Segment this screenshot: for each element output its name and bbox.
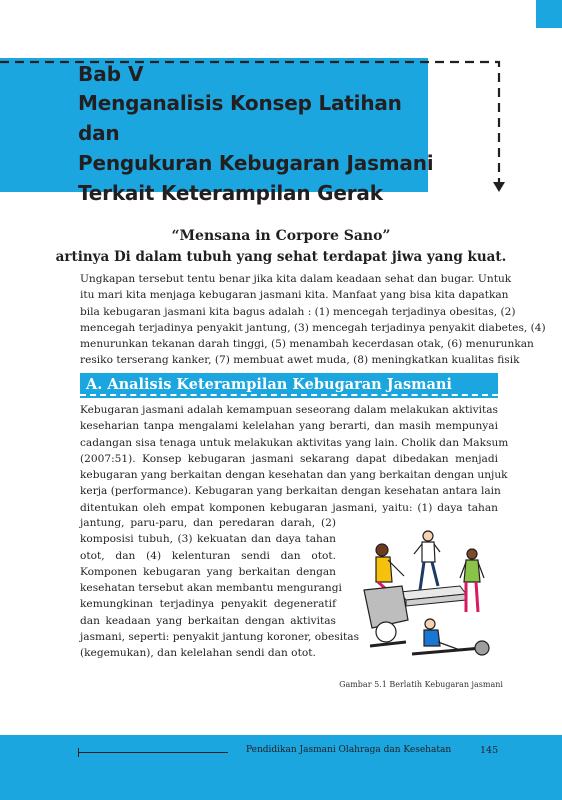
paragraph-line: Ungkapan tersebut tentu benar jika kita dalam keadaan sehat dan bugar. Untuk [80,273,512,285]
paragraph-line: kesehatan tersebut akan membantu mengurangi [80,582,342,595]
paragraph-line: (2007:51). Konsep kebugaran jasmani sekarang dapat dibedakan menjadi [80,452,498,465]
woman-cycling-icon [364,544,408,646]
paragraph-line: dan keadaan yang berkaitan dengan aktivitas [80,614,336,627]
paragraph-line: otot, dan (4) kelenturan sendi dan otot. [80,549,336,562]
footer-book-title: Pendidikan Jasmani Olahraga dan Kesehatan [246,745,452,755]
chapter-label: Bab V [78,62,144,86]
quote-subtitle: artinya Di dalam tubuh yang sehat terdapat jiwa yang kuat. [55,249,507,265]
paragraph-line: menurunkan tekanan darah tinggi, (5) menambah kecerdasan otak, (6) menurunkan [80,338,534,351]
paragraph-line: Kebugaran jasmani adalah kemampuan seseorang dalam melakukan aktivitas [80,404,498,416]
paragraph-line: Komponen kebugaran yang berkaitan dengan [80,565,336,578]
paragraph-line: jasmani, seperti: penyakit jantung koroner, obesitas [80,631,360,644]
chapter-title [78,88,438,208]
section-dashed-divider [80,394,498,396]
man-stepping-icon [414,531,440,590]
footer-rule [78,752,228,753]
paragraph-line: itu mari kita menjaga kebugaran jasmani kita. Manfaat yang bisa kita dapatkan [80,289,509,302]
quote-title: “Mensana in Corpore Sano” [171,228,391,244]
paragraph-line: kerja (performance). Kebugaran yang berkaitan dengan kesehatan antara lain [80,485,501,498]
step-platform-icon [400,586,466,606]
fitness-illustration [342,520,498,670]
paragraph-line: komposisi tubuh, (3) kekuatan dan daya tahan [80,533,336,546]
chapter-title-line: Terkait Keterampilan Gerak [78,181,383,205]
chapter-title-line: Pengukuran Kebugaran Jasmani [78,151,434,175]
paragraph-line: keseharian tanpa mengalami kelelahan yang berarti, dan masih mempunyai [80,420,498,433]
paragraph-line: resiko terserang kanker, (7) membuat awet muda, (8) meningkatkan kualitas fisik [80,354,520,367]
paragraph-line: jantung, paru-paru, dan peredaran darah, (2) [80,517,336,529]
corner-accent [536,0,562,28]
paragraph-line: ditentukan oleh empat komponen kebugaran jasmani, yaitu: (1) daya tahan [80,501,498,514]
intro-paragraph [80,271,546,369]
paragraph-line: bila kebugaran jasmani kita bagus adalah : (1) mencegah terjadinya obesitas, (2) [80,305,516,318]
chapter-title-line: Menganalisis Konsep Latihan dan [78,91,402,145]
paragraph-line: mencegah terjadinya penyakit jantung, (3) mencegah terjadinya penyakit diabetes, (4) [80,321,546,334]
body-paragraph-continued [80,515,360,662]
paragraph-line: kebugaran yang berkaitan dengan kesehatan dan yang berkaitan dengan unjuk [80,469,508,482]
paragraph-line: cadangan sisa tenaga untuk melakukan aktivitas yang lain. Cholik dan Maksum [80,436,509,449]
section-title: A. Analisis Keterampilan Kebugaran Jasmani [86,376,452,393]
body-paragraph [80,402,509,516]
woman-standing-icon [460,549,484,612]
paragraph-line: kemungkinan terjadinya penyakit degeneratif [80,598,336,611]
top-strip [0,0,562,40]
paragraph-line: (kegemukan), dan kelelahan sendi dan otot. [80,647,316,660]
figure-caption: Gambar 5.1 Berlatih Kebugaran jasmani [339,680,503,689]
man-rowing-icon [412,619,489,655]
page-number: 145 [480,745,499,756]
